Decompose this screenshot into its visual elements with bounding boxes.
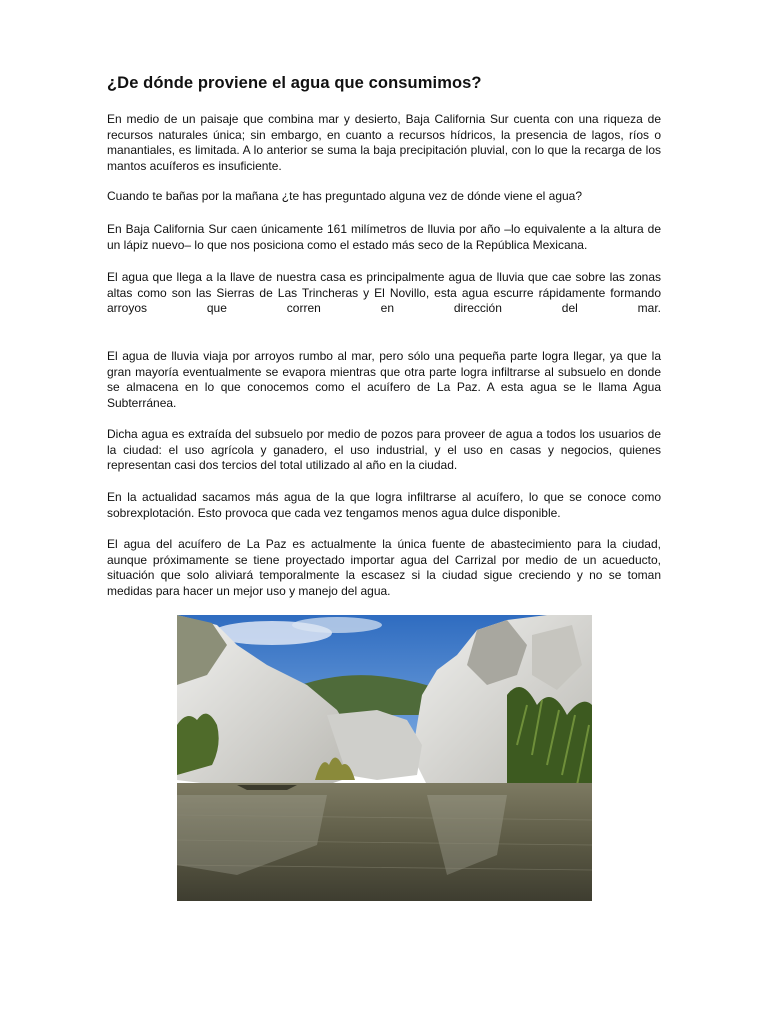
rock-ripple	[237, 785, 297, 790]
paragraph-rainfall: En Baja California Sur caen únicamente 161 milímetros de lluvia por año –lo equivalente a la altura de un lápiz nuevo– lo que nos posiciona como el estado más seco de la República Mexicana.	[107, 222, 661, 252]
page-title: ¿De dónde proviene el agua que consumimos?	[107, 74, 482, 92]
paragraph-wells: Dicha agua es extraída del subsuelo por medio de pozos para proveer de agua a todos los usuarios de la ciudad: el uso agrícola y ganadero, el uso industrial, y el uso en casas y negocios, quienes representan casi dos tercios del total utilizado al año en la ciudad.	[107, 427, 661, 472]
paragraph-aquifer: El agua de lluvia viaja por arroyos rumbo al mar, pero sólo una pequeña parte logra llegar, ya que la gran mayoría eventualmente se evapora mientras que otra parte logra infiltrarse al subsuelo en donde se almacena en lo que conocemos como el acuífero de La Paz. A esta agua se le llama Agua Subterránea.	[107, 349, 661, 410]
cloud	[292, 617, 382, 633]
paragraph-intro: En medio de un paisaje que combina mar y desierto, Baja California Sur cuenta con una riqueza de recursos naturales única; sin embargo, en cuanto a recursos hídricos, la presencia de lagos, ríos o manantiales, es limitada. A lo anterior se suma la baja precipitación pluvial, con lo que la recarga de los mantos acuíferos es insuficiente.	[107, 112, 661, 173]
canyon-photo-illustration	[177, 615, 592, 901]
canyon-water-photo	[177, 615, 592, 901]
paragraph-sierras: El agua que llega a la llave de nuestra casa es principalmente agua de lluvia que cae sobre las zonas altas como son las Sierras de Las Trincheras y El Novillo, esta agua escurre rápidamente formando arroyos que corren en dirección del mar.	[107, 270, 661, 315]
paragraph-overexploitation: En la actualidad sacamos más agua de la que logra infiltrarse al acuífero, lo que se conoce como sobrexplotación. Esto provoca que cada vez tengamos menos agua dulce disponible.	[107, 490, 661, 520]
paragraph-question: Cuando te bañas por la mañana ¿te has preguntado alguna vez de dónde viene el agua?	[107, 189, 583, 203]
paragraph-carrizal: El agua del acuífero de La Paz es actualmente la única fuente de abastecimiento para la ciudad, aunque próximamente se tiene proyectado importar agua del Carrizal por medio de un acueducto, situación que solo aliviará temporalmente la escasez si la ciudad sigue creciendo y no se toman medidas para hacer un mejor uso y manejo del agua.	[107, 537, 661, 598]
